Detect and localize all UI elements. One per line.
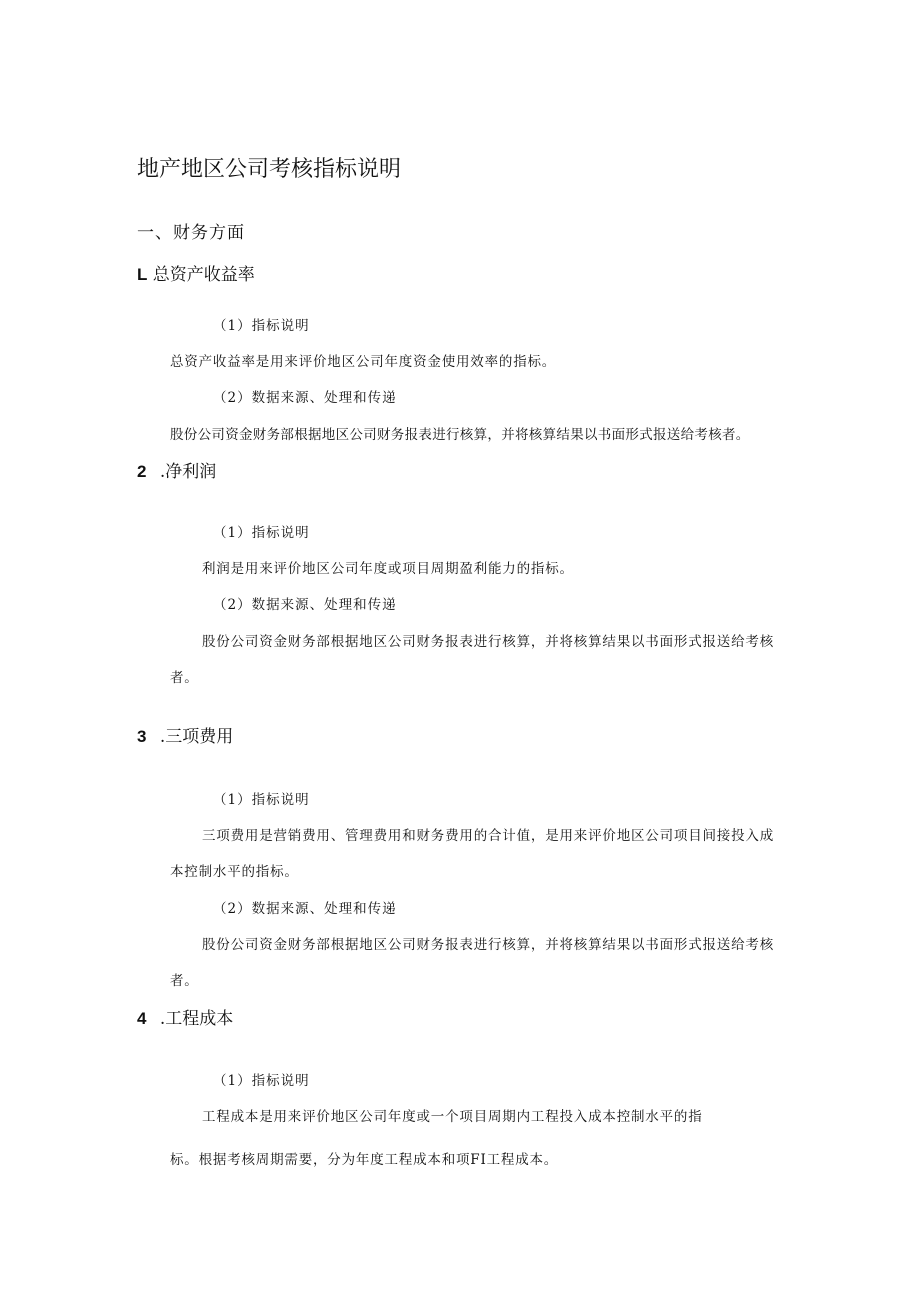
document-title: 地产地区公司考核指标说明: [137, 157, 402, 182]
paragraph-line: 三项费用是营销费用、管理费用和财务费用的合计值，是用来评价地区公司项目间接投入成: [202, 828, 774, 844]
subheading-indicator: （1）指标说明: [213, 792, 310, 808]
paragraph-line: 标。根据考核周期需要，分为年度工程成本和项FI工程成本。: [170, 1152, 559, 1168]
item-name: 总资产收益率: [152, 265, 255, 285]
paragraph-line: 者。: [170, 973, 199, 989]
item-heading-2: [137, 457, 216, 482]
item-number: 4: [137, 1009, 147, 1028]
paragraph-line: 利润是用来评价地区公司年度或项目周期盈利能力的指标。: [202, 561, 574, 577]
subheading-indicator: （1）指标说明: [213, 525, 310, 541]
paragraph-line: 股份公司资金财务部根据地区公司财务报表进行核算，并将核算结果以书面形式报送给考核: [202, 937, 774, 953]
item-heading-3: [137, 722, 233, 747]
item-heading-4: [137, 1004, 233, 1029]
paragraph-line: 本控制水平的指标。: [170, 864, 299, 880]
item-name: .三项费用: [159, 727, 234, 747]
subheading-source: （2）数据来源、处理和传递: [213, 901, 397, 917]
paragraph-line: 股份公司资金财务部根据地区公司财务报表进行核算，并将核算结果以书面形式报送给考核者。: [170, 427, 750, 443]
subheading-indicator: （1）指标说明: [213, 1073, 310, 1089]
subheading-source: （2）数据来源、处理和传递: [213, 390, 397, 406]
item-heading-1: [137, 260, 255, 285]
paragraph-line: 股份公司资金财务部根据地区公司财务报表进行核算，并将核算结果以书面形式报送给考核: [202, 634, 774, 650]
item-name: .净利润: [159, 462, 217, 482]
paragraph-line: 总资产收益率是用来评价地区公司年度资金使用效率的指标。: [170, 354, 557, 370]
paragraph-line: 者。: [170, 670, 199, 686]
item-name: .工程成本: [159, 1009, 234, 1029]
paragraph-line: 工程成本是用来评价地区公司年度或一个项目周期内工程投入成本控制水平的指: [202, 1109, 703, 1125]
item-number: 3: [137, 727, 147, 746]
subheading-source: （2）数据来源、处理和传递: [213, 597, 397, 613]
item-number: 2: [137, 462, 147, 481]
subheading-indicator: （1）指标说明: [213, 318, 310, 334]
item-number: L: [137, 265, 148, 284]
section-heading: 一、财务方面: [137, 223, 245, 243]
